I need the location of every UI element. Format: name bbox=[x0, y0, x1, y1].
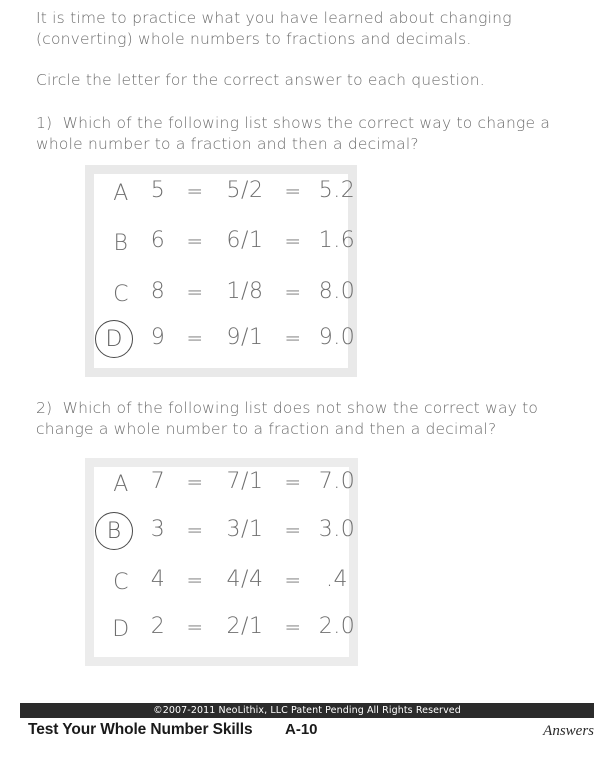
equals-sign-1: = bbox=[186, 470, 204, 494]
decimal-value: 8.0 bbox=[318, 279, 356, 304]
answer-letter: B bbox=[106, 519, 122, 544]
answer-row[interactable] bbox=[94, 565, 349, 611]
answer-row[interactable] bbox=[94, 467, 356, 513]
whole-number-value: 5 bbox=[150, 178, 166, 203]
answer-letter: C bbox=[113, 570, 129, 595]
answer-letter: B bbox=[113, 231, 129, 256]
whole-number-value: 9 bbox=[150, 325, 166, 350]
equals-sign-2: = bbox=[284, 615, 302, 639]
equals-sign-2: = bbox=[284, 179, 302, 203]
answer-letter: A bbox=[113, 472, 129, 497]
equals-sign-1: = bbox=[186, 179, 204, 203]
fraction-value: 6/1 bbox=[226, 228, 264, 253]
answer-letter-slot[interactable] bbox=[99, 276, 143, 312]
answer-box-question-2 bbox=[85, 458, 358, 666]
fraction-value: 5/2 bbox=[226, 178, 264, 203]
answer-letter: C bbox=[113, 282, 129, 307]
answer-letter-slot[interactable] bbox=[99, 322, 143, 358]
fraction-value: 1/8 bbox=[226, 279, 264, 304]
intro-paragraph: It is time to practice what you have learned about changing (converting) whole numbers to fractions and decimals. bbox=[36, 9, 517, 48]
whole-number-value: 4 bbox=[150, 567, 166, 592]
equals-sign-2: = bbox=[284, 280, 302, 304]
answer-rows bbox=[94, 174, 356, 368]
decimal-value: 3.0 bbox=[318, 517, 356, 542]
equals-sign-2: = bbox=[284, 229, 302, 253]
equals-sign-2: = bbox=[284, 568, 302, 592]
answer-row[interactable] bbox=[94, 277, 356, 323]
equals-sign-1: = bbox=[186, 229, 204, 253]
answer-letter: D bbox=[105, 327, 123, 352]
footer bbox=[0, 719, 614, 749]
whole-number-value: 6 bbox=[150, 228, 166, 253]
equals-sign-1: = bbox=[186, 615, 204, 639]
decimal-value: .4 bbox=[326, 567, 348, 592]
fraction-value: 4/4 bbox=[226, 567, 264, 592]
answer-row[interactable] bbox=[94, 176, 356, 222]
equals-sign-1: = bbox=[186, 280, 204, 304]
whole-number-value: 3 bbox=[150, 517, 166, 542]
whole-number-value: 2 bbox=[150, 614, 166, 639]
question-2-text: 2) Which of the following list does not show the correct way to change a whole number to a fraction and then a decimal? bbox=[36, 399, 544, 438]
worksheet-code: A-10 bbox=[285, 721, 318, 738]
decimal-value: 2.0 bbox=[318, 614, 356, 639]
answer-letter-slot[interactable] bbox=[99, 564, 143, 600]
copyright-bar: ©2007-2011 NeoLithix, LLC Patent Pending All Rights Reserved bbox=[20, 703, 594, 718]
fraction-value: 7/1 bbox=[226, 469, 264, 494]
decimal-value: 9.0 bbox=[318, 325, 356, 350]
answer-box-question-1 bbox=[85, 165, 357, 377]
answer-letter: A bbox=[113, 181, 129, 206]
equals-sign-2: = bbox=[284, 518, 302, 542]
answer-row[interactable] bbox=[94, 226, 356, 272]
decimal-value: 5.2 bbox=[318, 178, 356, 203]
equals-sign-1: = bbox=[186, 326, 204, 350]
whole-number-value: 7 bbox=[150, 469, 166, 494]
equals-sign-1: = bbox=[186, 518, 204, 542]
decimal-value: 7.0 bbox=[318, 469, 356, 494]
answer-row-selected[interactable] bbox=[94, 515, 356, 561]
equals-sign-2: = bbox=[284, 470, 302, 494]
fraction-value: 9/1 bbox=[226, 325, 264, 350]
answer-letter-slot[interactable] bbox=[99, 611, 143, 647]
fraction-value: 2/1 bbox=[226, 614, 264, 639]
whole-number-value: 8 bbox=[150, 279, 166, 304]
answer-letter: D bbox=[112, 617, 130, 642]
equals-sign-2: = bbox=[284, 326, 302, 350]
fraction-value: 3/1 bbox=[226, 517, 264, 542]
answers-label: Answers bbox=[543, 723, 594, 739]
answer-letter-slot[interactable] bbox=[99, 514, 143, 550]
worksheet-title: Test Your Whole Number Skills bbox=[28, 721, 253, 738]
decimal-value: 1.6 bbox=[318, 228, 356, 253]
answer-row-selected[interactable] bbox=[94, 323, 356, 369]
equals-sign-1: = bbox=[186, 568, 204, 592]
answer-row[interactable] bbox=[94, 612, 356, 658]
answer-letter-slot[interactable] bbox=[99, 225, 143, 261]
answer-letter-slot[interactable] bbox=[99, 175, 143, 211]
circle-instruction: Circle the letter for the correct answer to each question. bbox=[36, 71, 485, 89]
answer-letter-slot[interactable] bbox=[99, 466, 143, 502]
question-1-text: 1) Which of the following list shows the correct way to change a whole number to a fraction and then a decimal? bbox=[36, 114, 556, 153]
answer-rows bbox=[94, 467, 356, 657]
